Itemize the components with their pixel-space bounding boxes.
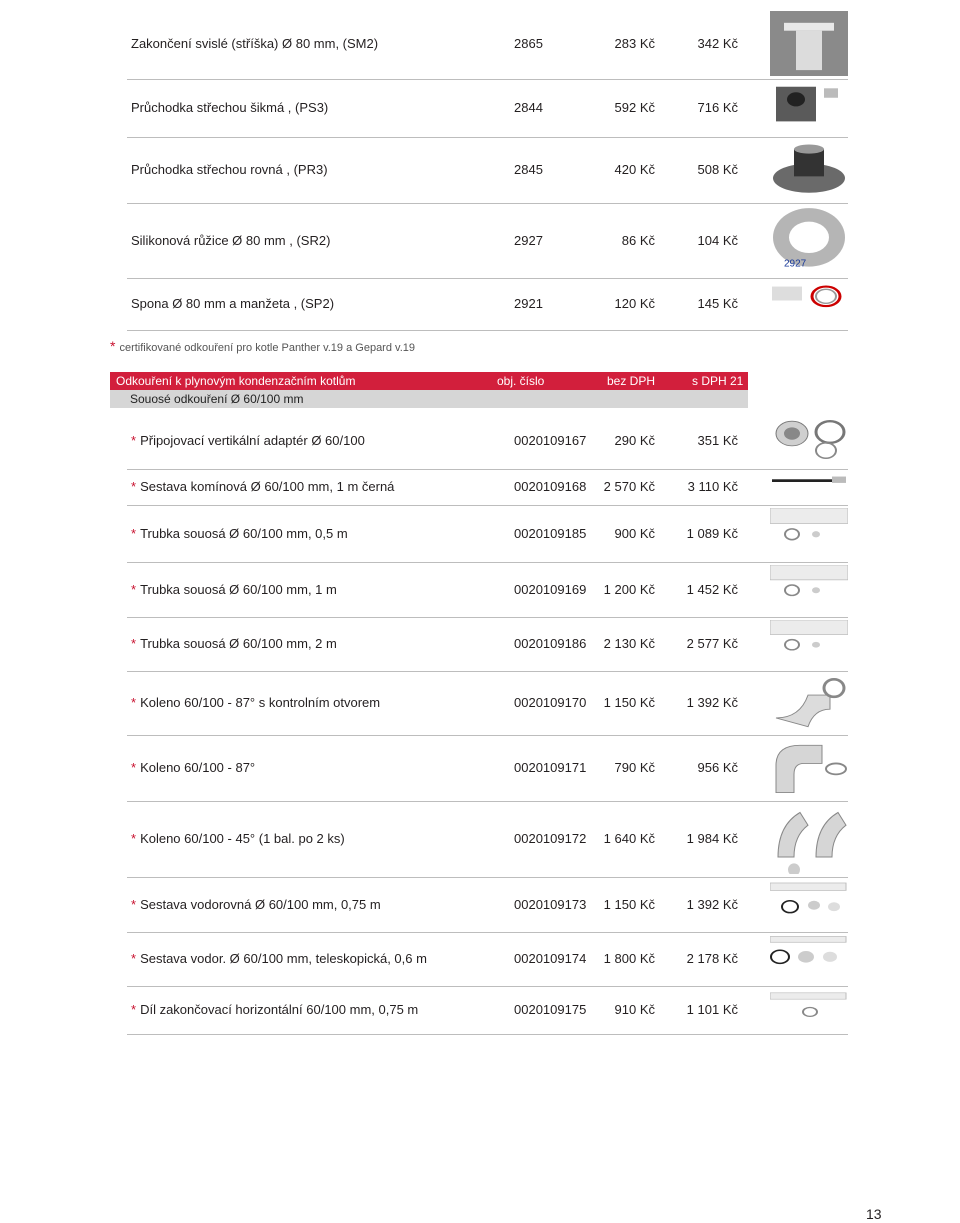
order-number: 0020109170: [514, 695, 587, 710]
column-header-gross: s DPH 21: [692, 374, 744, 388]
product-name: [131, 695, 380, 710]
price-without-vat: 120 Kč: [614, 296, 655, 311]
asterisk-marker: *: [131, 479, 137, 494]
coaxial-pipe-icon: [770, 508, 848, 559]
asterisk-marker: *: [131, 526, 137, 541]
asterisk-marker: *: [131, 831, 137, 846]
order-number: 0020109168: [514, 479, 587, 494]
price-with-vat: 342 Kč: [697, 36, 738, 51]
product-name-text: Silikonová růžice Ø 80 mm , (SR2): [131, 233, 331, 248]
silicone-rosette-icon: [770, 206, 848, 275]
product-row: [127, 469, 848, 506]
price-without-vat: 420 Kč: [614, 162, 655, 177]
asterisk-marker: *: [131, 897, 137, 912]
price-with-vat: 2 577 Kč: [686, 636, 738, 651]
price-with-vat: 104 Kč: [697, 233, 738, 248]
product-name-text: Připojovací vertikální adaptér Ø 60/100: [140, 433, 365, 448]
subsection-title: Souosé odkouření Ø 60/100 mm: [130, 392, 304, 406]
asterisk-marker: *: [131, 760, 137, 775]
product-name: [131, 433, 365, 448]
product-name: [131, 951, 427, 966]
price-without-vat: 2 570 Kč: [603, 479, 655, 494]
product-name: [131, 233, 330, 248]
product-name-text: Díl zakončovací horizontální 60/100 mm, 0,75 m: [140, 1002, 419, 1017]
price-with-vat: 1 392 Kč: [686, 695, 738, 710]
page-number: 13: [866, 1206, 882, 1222]
order-number: 0020109174: [514, 951, 587, 966]
roof-cap-icon: [770, 11, 848, 76]
price-with-vat: 145 Kč: [697, 296, 738, 311]
price-without-vat: 1 200 Kč: [603, 582, 655, 597]
price-without-vat: 1 640 Kč: [603, 831, 655, 846]
order-number: 0020109169: [514, 582, 587, 597]
asterisk-marker: *: [110, 338, 116, 354]
product-row: [127, 671, 848, 736]
product-name-text: Koleno 60/100 - 45° (1 bal. po 2 ks): [140, 831, 345, 846]
product-row: [127, 505, 848, 563]
product-name: [131, 162, 328, 177]
product-name: [131, 760, 255, 775]
product-name-text: Sestava vodorovná Ø 60/100 mm, 0,75 m: [140, 897, 381, 912]
telescopic-set-icon: [770, 935, 848, 983]
product-row: [127, 137, 848, 204]
price-without-vat: 283 Kč: [614, 36, 655, 51]
order-number: 0020109185: [514, 526, 587, 541]
asterisk-marker: *: [131, 1002, 137, 1017]
asterisk-marker: *: [131, 582, 137, 597]
subsection-header: [110, 390, 748, 408]
elbow-inspection-icon: [770, 674, 848, 732]
order-number: 2844: [514, 100, 543, 115]
product-name: [131, 831, 345, 846]
product-name-text: Sestava vodor. Ø 60/100 mm, teleskopická, 0,6 m: [140, 951, 427, 966]
price-with-vat: 1 089 Kč: [686, 526, 738, 541]
elbow-45-icon: [770, 804, 848, 874]
note-text: certifikované odkouření pro kotle Panther v.19 a Gepard v.19: [119, 342, 415, 354]
product-name-text: Průchodka střechou šikmá , (PS3): [131, 100, 329, 115]
order-number: 2921: [514, 296, 543, 311]
order-number: 0020109171: [514, 760, 587, 775]
product-row: [127, 986, 848, 1035]
price-with-vat: 2 178 Kč: [686, 951, 738, 966]
price-without-vat: 1 150 Kč: [603, 695, 655, 710]
product-name: [131, 36, 378, 51]
order-number: 0020109173: [514, 897, 587, 912]
product-name: [131, 296, 334, 311]
product-row: [127, 877, 848, 933]
product-name-text: Spona Ø 80 mm a manžeta , (SP2): [131, 296, 335, 311]
product-row: [127, 203, 848, 279]
price-without-vat: 910 Kč: [614, 1002, 655, 1017]
price-with-vat: 1 984 Kč: [686, 831, 738, 846]
product-row: [127, 8, 848, 80]
clamp-icon: [770, 281, 848, 327]
order-number: 0020109167: [514, 433, 587, 448]
price-without-vat: 790 Kč: [614, 760, 655, 775]
product-name-text: Trubka souosá Ø 60/100 mm, 0,5 m: [140, 526, 348, 541]
product-name: [131, 479, 394, 494]
product-name-text: Trubka souosá Ø 60/100 mm, 1 m: [140, 582, 337, 597]
flat-roof-flashing-icon: [770, 140, 848, 200]
coaxial-pipe-icon: [770, 565, 848, 614]
coaxial-pipe-icon: [770, 620, 848, 668]
product-name: [131, 636, 337, 651]
product-row: [127, 562, 848, 618]
product-name-text: Koleno 60/100 - 87°: [140, 760, 256, 775]
product-row: [127, 617, 848, 672]
product-name-text: Sestava komínová Ø 60/100 mm, 1 m černá: [140, 479, 395, 494]
price-with-vat: 1 452 Kč: [686, 582, 738, 597]
product-row: [127, 79, 848, 138]
price-without-vat: 592 Kč: [614, 100, 655, 115]
price-with-vat: 716 Kč: [697, 100, 738, 115]
price-with-vat: 956 Kč: [697, 760, 738, 775]
order-number: 2845: [514, 162, 543, 177]
product-name-text: Koleno 60/100 - 87° s kontrolním otvorem: [140, 695, 381, 710]
order-number: 0020109172: [514, 831, 587, 846]
product-name: [131, 526, 348, 541]
order-number: 0020109186: [514, 636, 587, 651]
vertical-adapter-icon: [770, 415, 848, 466]
product-name-text: Průchodka střechou rovná , (PR3): [131, 162, 328, 177]
product-name-text: Trubka souosá Ø 60/100 mm, 2 m: [140, 636, 337, 651]
order-number: 2865: [514, 36, 543, 51]
column-header-net: bez DPH: [607, 374, 656, 388]
product-name: [131, 582, 337, 597]
product-row: [127, 801, 848, 878]
price-without-vat: 1 150 Kč: [603, 897, 655, 912]
column-header-code: obj. číslo: [497, 374, 545, 388]
product-name: [131, 1002, 418, 1017]
product-row: [127, 278, 848, 331]
chimney-set-icon: [770, 472, 848, 502]
product-row: [127, 412, 848, 470]
order-number: 0020109175: [514, 1002, 587, 1017]
asterisk-marker: *: [131, 951, 137, 966]
asterisk-marker: *: [131, 433, 137, 448]
section-title: Odkouření k plynovým kondenzačním kotlům: [116, 374, 356, 388]
asterisk-marker: *: [131, 636, 137, 651]
order-number: 2927: [514, 233, 543, 248]
price-with-vat: 3 110 Kč: [687, 479, 738, 494]
product-row: [127, 735, 848, 802]
svg-text:2927: 2927: [784, 258, 807, 270]
section-header: [110, 372, 748, 390]
horizontal-set-icon: [770, 880, 848, 929]
price-without-vat: 290 Kč: [614, 433, 655, 448]
price-with-vat: 1 101 Kč: [686, 1002, 738, 1017]
price-with-vat: 351 Kč: [697, 433, 738, 448]
product-name: [131, 100, 328, 115]
price-without-vat: 2 130 Kč: [603, 636, 655, 651]
product-name: [131, 897, 381, 912]
price-without-vat: 86 Kč: [621, 233, 655, 248]
price-without-vat: 900 Kč: [614, 526, 655, 541]
product-name-text: Zakončení svislé (stříška) Ø 80 mm, (SM2): [131, 36, 379, 51]
elbow-87-icon: [770, 738, 848, 798]
horizontal-terminal-icon: [770, 989, 848, 1031]
certification-note: [110, 338, 415, 354]
sloped-roof-flashing-icon: [770, 82, 848, 134]
product-row: [127, 932, 848, 987]
price-without-vat: 1 800 Kč: [603, 951, 655, 966]
price-with-vat: 508 Kč: [697, 162, 738, 177]
price-with-vat: 1 392 Kč: [686, 897, 738, 912]
asterisk-marker: *: [131, 695, 137, 710]
